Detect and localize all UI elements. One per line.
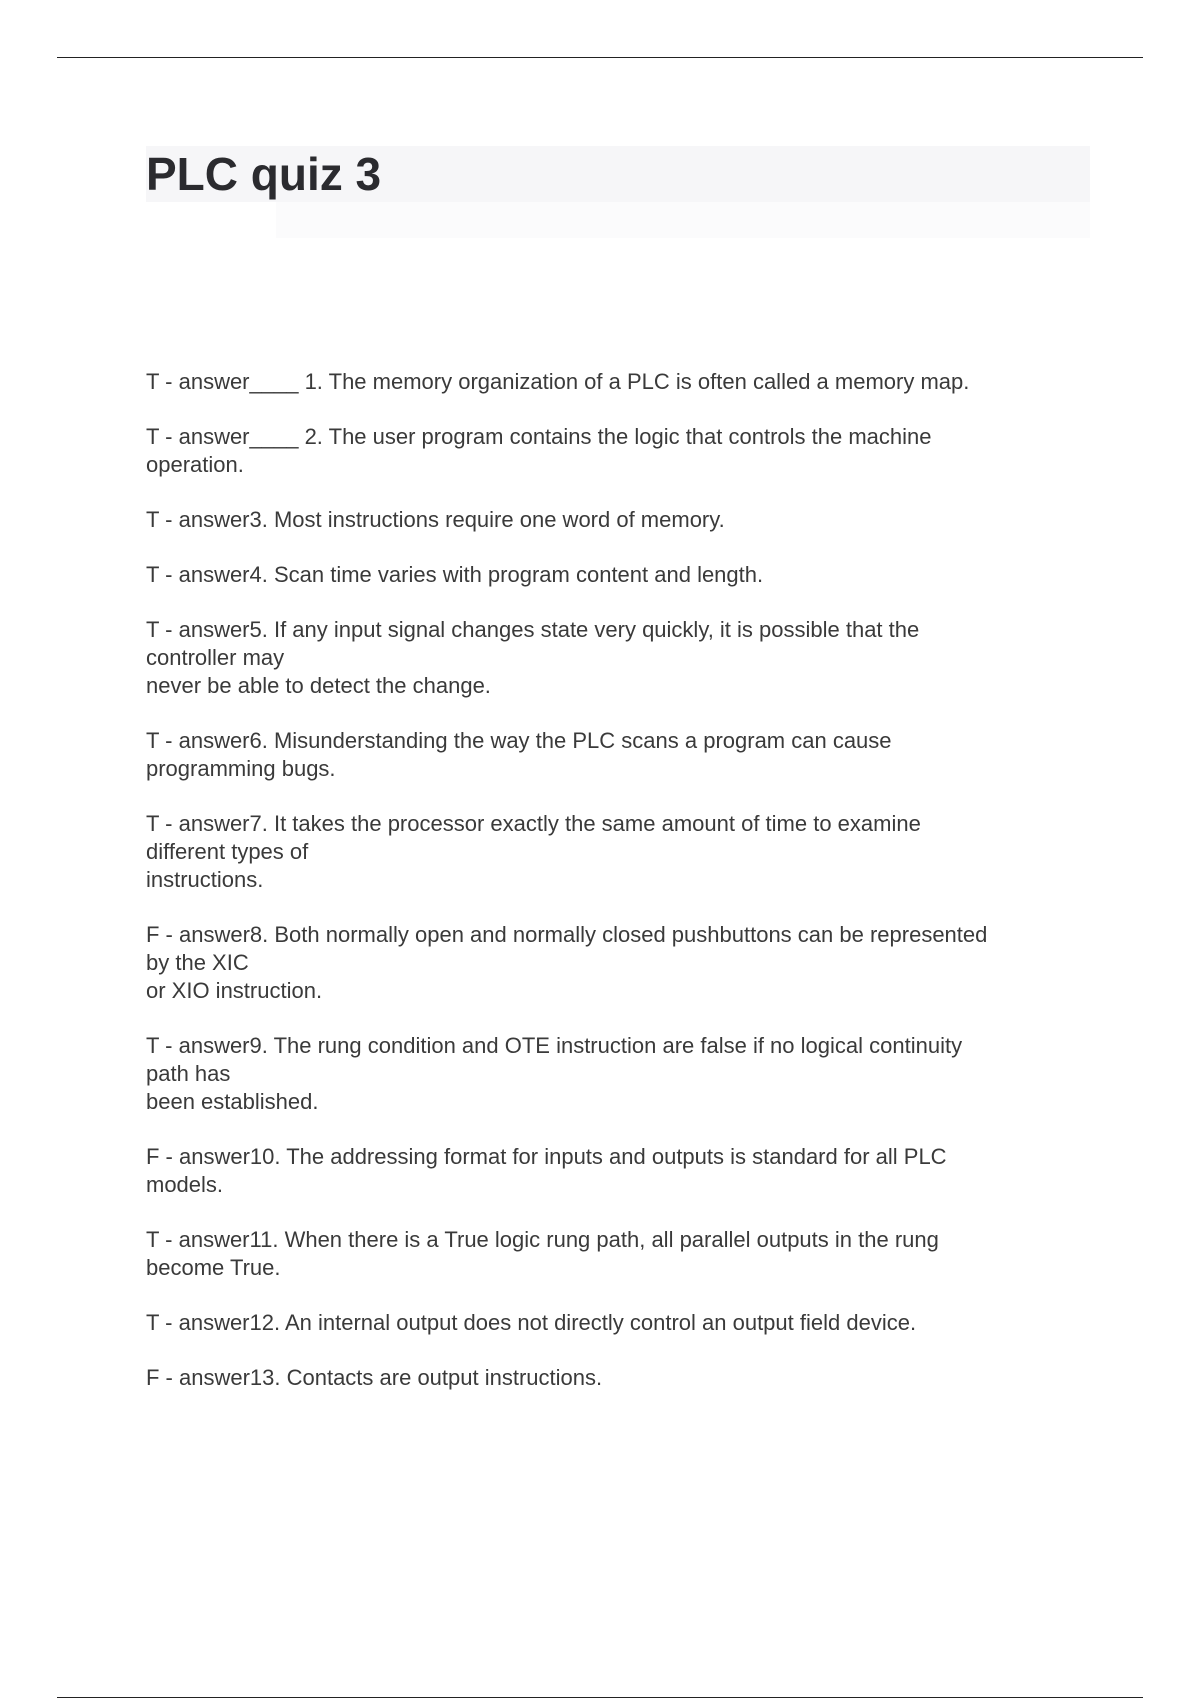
question-item-13 (146, 1364, 1086, 1392)
question-item-10 (146, 1143, 1086, 1199)
question-line: path has (146, 1061, 231, 1086)
question-line: F - answer8. Both normally open and normally closed pushbuttons can be represented (146, 922, 988, 947)
question-item-11 (146, 1226, 1086, 1282)
question-line: F - answer10. The addressing format for inputs and outputs is standard for all PLC (146, 1144, 947, 1169)
question-line: T - answer6. Misunderstanding the way the PLC scans a program can cause (146, 728, 892, 753)
question-item-9 (146, 1032, 1086, 1116)
question-item-8 (146, 921, 1086, 1005)
question-line: T - answer____ 1. The memory organization of a PLC is often called a memory map. (146, 369, 970, 394)
question-line: operation. (146, 452, 244, 477)
question-line: T - answer9. The rung condition and OTE instruction are false if no logical continuity (146, 1033, 963, 1058)
question-line: models. (146, 1172, 224, 1197)
question-line: never be able to detect the change. (146, 673, 491, 698)
question-line: T - answer12. An internal output does not directly control an output field device. (146, 1310, 917, 1335)
question-item-6 (146, 727, 1086, 783)
question-line: become True. (146, 1255, 281, 1280)
question-line: T - answer4. Scan time varies with program content and length. (146, 562, 764, 587)
question-line: T - answer7. It takes the processor exactly the same amount of time to examine (146, 811, 921, 836)
top-rule (57, 57, 1143, 58)
question-line: controller may (146, 645, 285, 670)
question-item-5 (146, 616, 1086, 700)
question-item-3 (146, 506, 1086, 534)
question-line: by the XIC (146, 950, 249, 975)
question-line: instructions. (146, 867, 264, 892)
title-highlight-faint (276, 202, 1090, 238)
question-line: T - answer11. When there is a True logic rung path, all parallel outputs in the rung (146, 1227, 939, 1252)
question-line: T - answer5. If any input signal changes state very quickly, it is possible that the (146, 617, 920, 642)
question-line: programming bugs. (146, 756, 336, 781)
question-item-2 (146, 423, 1086, 479)
question-line: T - answer3. Most instructions require one word of memory. (146, 507, 725, 532)
page-title: PLC quiz 3 (146, 148, 382, 200)
question-line: T - answer____ 2. The user program contains the logic that controls the machine (146, 424, 932, 449)
question-list (146, 368, 1086, 1419)
question-item-12 (146, 1309, 1086, 1337)
question-line: F - answer13. Contacts are output instructions. (146, 1365, 603, 1390)
question-line: been established. (146, 1089, 319, 1114)
question-item-4 (146, 561, 1086, 589)
question-line: different types of (146, 839, 309, 864)
question-item-7 (146, 810, 1086, 894)
question-item-1 (146, 368, 1086, 396)
question-line: or XIO instruction. (146, 978, 323, 1003)
bottom-rule (57, 1697, 1143, 1698)
